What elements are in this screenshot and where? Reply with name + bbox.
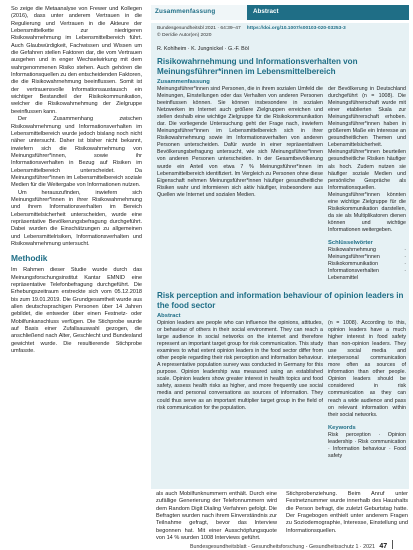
page-footer <box>190 543 387 550</box>
abstract-de-right <box>328 86 406 282</box>
abstract-de-left <box>157 79 323 199</box>
citation-meta <box>157 26 407 39</box>
abstract-text: Meinungsführer*innen sind Personen, die in ihrem sozialen Umfeld die Meinungen, Einstellungen oder das Verhalten von anderen Personen beeinflussen können. Sie können insbesondere in sozialen Netzwerken im Internet auch größere Zielgruppen erreichen und stellen deshalb eine wichtige Zielgruppe für die Risikokommunikation dar. Die vorliegende Untersuchung geht der Frage nach, inwiefern Meinungsführer*innen im Lebensmittelbereich sich in ihrer Risikowahrnehmung sowie im Informationsverhalten von anderen Personen unterscheiden. Dafür wurde in einer repräsentativen Bevölkerungsbefragung untersucht, wie sich Meinungsführer*innen von anderen Personen unterscheiden. In der Gesamtbevölkerung wurde ein Anteil von etwa 7 % Meinungsführer*innen im Lebensmittelbereich identifiziert. Im Vergleich zu Personen ohne diese Eigenschaft nehmen Meinungsführer*innen häufiger gesundheitliche Risiken wahr und informieren sich aktiv häufiger, insbesondere aus Quellen wie Internet und sozialen Medien. <box>157 86 323 198</box>
article-title-en: Risk perception and information behaviour of opinion leaders in the food sector <box>157 291 404 310</box>
subheading-schluesselwoerter: Schlüsselwörter <box>328 239 373 246</box>
tab-zusammenfassung[interactable] <box>151 5 247 20</box>
abstract-en-left <box>157 313 323 412</box>
body-column-2 <box>156 491 277 542</box>
abstract-en-right <box>328 320 406 460</box>
abstract-text: Opinion leaders are people who can influence the opinions, attitudes, or behaviour of others in their social environment. They can reach a large audience in social networks on the internet and therefore represent an important target group for risk communication. This study examines to what extent opinion leaders in the food sector differ from other people regarding their risk perception and information behaviour. A representative population survey was conducted in Germany for this purpose. Opinion leadership was measured using an established scale. Opinion leaders show greater interest in health topics and food safety, assess health risks as higher, and more frequently use social media and personal conversations as sources of information. They could thus serve as an important multiplier target group in the field of risk communication for the population. <box>157 320 323 411</box>
abstract-text: der Bevölkerung in Deutschland durchgeführt (n = 1008). Die Meinungsführerschaft wurde mit einer etablierten Skala zur Meinungsführerschaft erhoben. Meinungsführer*innen haben in größerem Maße ein Interesse an gesundheitlichen Themen und Lebensmittelsicherheit. Meinungsführer*innen beurteilen gesundheitliche Risiken häufiger als hoch. Zudem nutzen sie häufiger soziale Medien und persönliche Gespräche als Informationsquellen. Meinungsführer*innen könnten eine wichtige Zielgruppe für die Risikokommunikation darstellen, da sie als Multiplikatoren dienen können und wichtige Informationen weitergeben. <box>328 86 406 233</box>
section-heading-methodik: Methodik <box>11 253 48 264</box>
subheading-abstract: Abstract <box>157 313 181 319</box>
abstract-tab-bar <box>151 5 409 20</box>
article-title-de: Risikowahrnehmung und Informationsverhalten von Meinungsführer*innen im Lebensmittelbereich <box>157 57 358 76</box>
copyright: © Der/die Autor(en) 2020 <box>157 32 212 38</box>
page-number: 47 <box>379 543 388 550</box>
footer-journal: Bundesgesundheitsblatt - Gesundheitsforschung - Gesundheitsschutz 1 · 2021 <box>190 544 375 550</box>
tab-abstract[interactable]: Abstract <box>253 8 279 15</box>
paragraph: als auch Mobilfunknummern enthält. Durch eine zufällige Generierung der Telefonnummern wird dem Random Digit Dialing Verfahren gefolgt. Die Befragten wurden nach ihrem Einverständnis zur Teilnahme gefragt, bevor das Interview begonnen hat. Mit einer Ausschöpfungsquote von 14 % wurden 1008 Interviews geführt. <box>156 491 277 542</box>
subheading-zusammenfassung: Zusammenfassung <box>157 79 210 85</box>
subheading-keywords: Keywords <box>328 424 356 431</box>
body-column-3 <box>286 491 408 535</box>
paragraph: So zeige die Metaanalyse von Frewer und Kollegen (2016), dass unter anderem Vertrauen in die Regulierung und Vertrauen in die Akteure der Lebensmittelkette zur niedrigeren Risikowahrnehmung im Lebensmittelbereich führt. Auch Glaubwürdigkeit, Fachwissen und Wissen um die Gefahren stellen Faktoren dar, die vom Vertrauen ausgehen und in enger Wechselwirkung mit dem wahrgenommenen Risiko stehen. Auch gehören die Informationsquellen zu den entscheidenden Faktoren, die die Risikowahrnehmung beeinflussen. Somit ist der vertrauensvolle Informationsaustausch ein wichtiger Bestandteil der Risikokommunikation, welcher die Risikowahrnehmung der Zielgruppe beeinflussen kann. <box>11 6 142 115</box>
paragraph: Stichprobenziehung. Beim Anruf unter Festnetznummer wurde innerhalb des Haushalts die Person befragt, die zuletzt Geburtstag hatte. Der Fragebogen enthielt unter anderem Fragen zu Soziodemographie, Interesse, Einstellung und Informationsquellen. <box>286 491 408 534</box>
doi-link[interactable]: https://doi.org/10.1007/s00103-020-03253-3 <box>246 26 346 31</box>
authors: R. Kohlheim · K. Jungnickel · G.-F. Böl <box>157 46 249 52</box>
paragraph: Im Rahmen dieser Studie wurde durch das Meinungsforschungsinstitut Kantar EMNID eine repräsentative Telefonbefragung durchgeführt. Die Erhebungszeitraum erstreckte sich vom 05.12.2018 bis zum 19.01.2019. Die Grundgesamtheit wurde aus allen deutschsprachigen Personen über 14 Jahren gebildet, die entweder über einen Festnetz- oder Mobilfunkanschluss verfügen. Die Stichprobe wurde auf Basis einer Zufallsauswahl gezogen, die anschließend nach Alter, Geschlecht und Bundesland gewichtet wurde. Die resultierende Stichprobe umfasste. <box>11 267 142 355</box>
tab-label: Zusammenfassung <box>155 8 216 15</box>
keywords-de: Risikowahrnehmung · Meinungsführer*innen · Risikokommunikation · Informationsverhalten · Lebensmittel <box>328 246 406 282</box>
paragraph: Um herauszufinden, inwiefern sich Meinungsführer*innen in ihrer Risikowahrnehmung und ihrem Informationsverhalten im Bereich Lebensmittelsicherheit unterscheiden, wurde eine repräsentative Bevölkerungsbefragung durchgeführt. Dabei wurden die Einschätzungen zu allgemeinen und Lebensmittelrisiken, Informationsverhalten und Risikowahrnehmung untersucht. <box>11 189 142 247</box>
journal-citation: Bundesgesundheitsbl 2021 · 64:39–47 <box>157 26 241 31</box>
keywords-en: Risk perception · Opinion leadership · Risk communication · Information behaviour · Food safety <box>328 431 406 459</box>
left-column <box>11 6 142 355</box>
footer-divider <box>392 540 393 549</box>
paragraph: Der Zusammenhang zwischen Risikowahrnehmung und Informationsverhalten im Lebensmittelbereich wurde jedoch bislang noch nicht näher untersucht. Daher ist bisher nicht bekannt, inwiefern sich die Risikowahrnehmung von Meinungsführer*innen, sowie ihr Informationsverhalten in Bezug auf Risiken im Lebensmittelbereich unterscheidet. Da Meinungsführer*innen im Lebensmittelbereich soziale Medien für die Weitergabe von Informationen nutzen. <box>11 116 142 189</box>
abstract-text: (n = 1008). According to this, opinion leaders have a much higher interest in food safety than non-opinion leaders. They use social media and interpersonal communication more often as sources of information than other people. Opinion leaders should be considered in risk communication as they can reach a wide audience and pass on relevant information within their social networks. <box>328 320 406 418</box>
